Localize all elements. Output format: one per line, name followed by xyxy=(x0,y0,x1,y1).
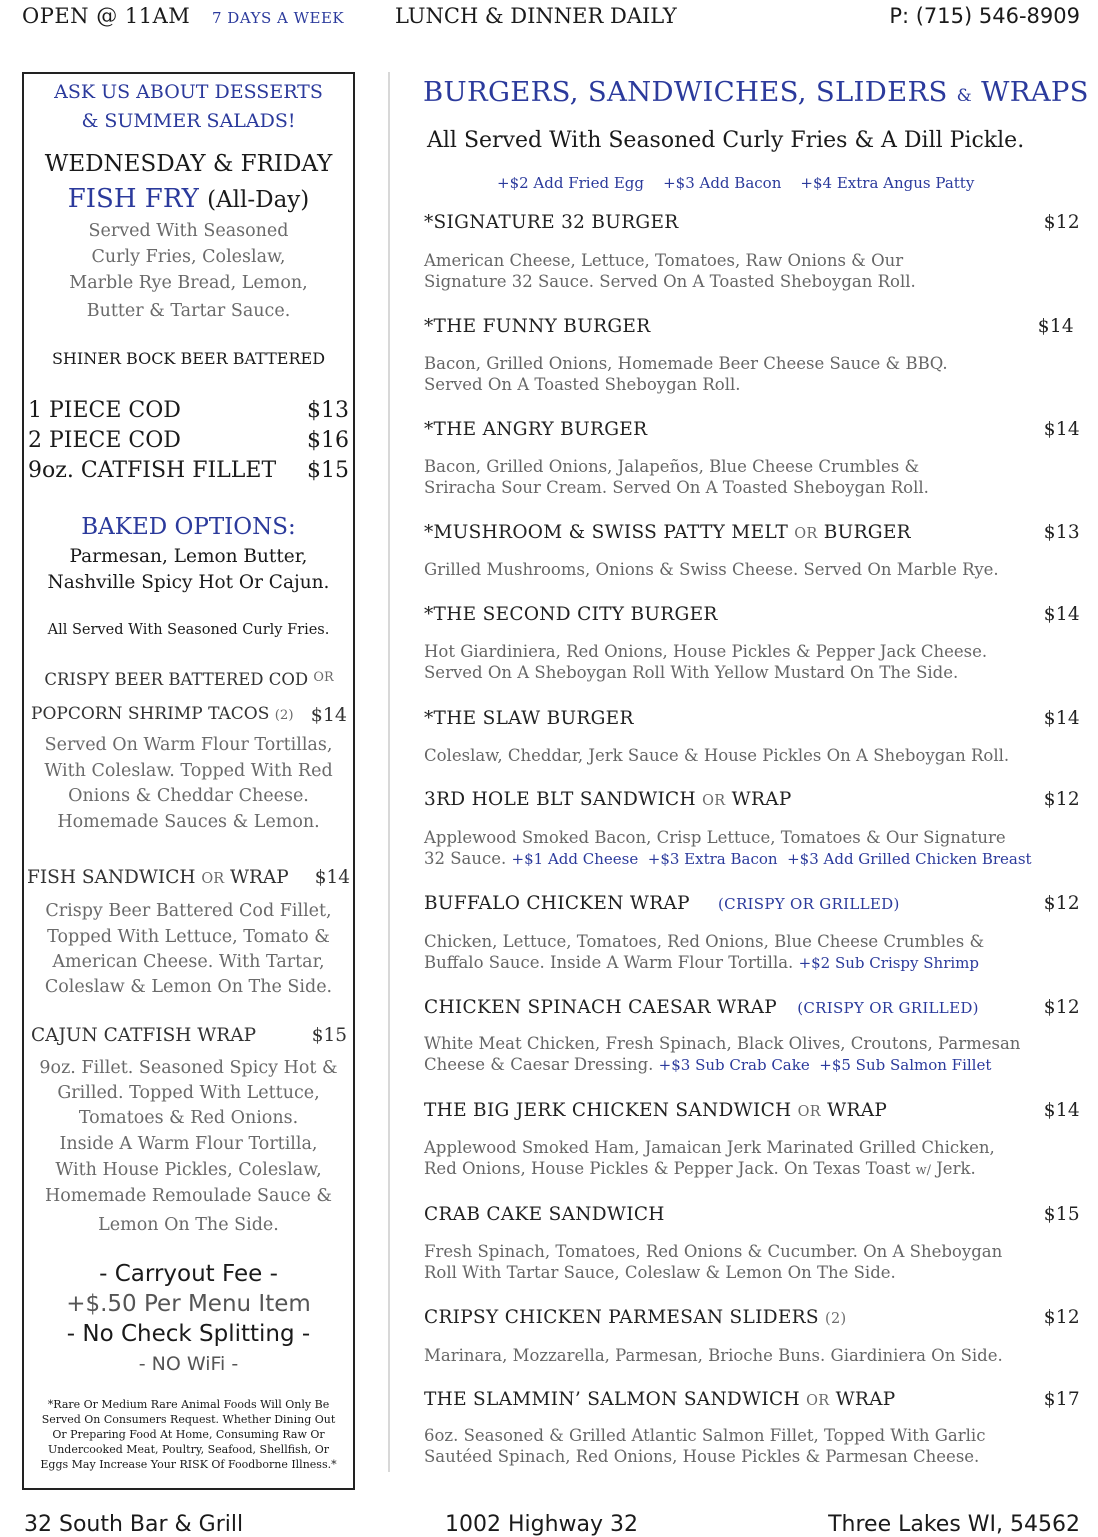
menu-item xyxy=(424,893,1080,974)
fish-sandwich-desc-2: Topped With Lettuce, Tomato & xyxy=(47,927,330,947)
item-price: $14 xyxy=(1043,708,1080,729)
item-name: THE SLAMMIN’ SALMON SANDWICH xyxy=(424,1389,800,1410)
item-desc-line: Marinara, Mozzarella, Parmesan, Brioche Buns. Giardiniera On Side. xyxy=(424,1346,1003,1365)
days-of-week: 7 DAYS A WEEK xyxy=(212,9,345,27)
carryout-fee-amount: +$.50 Per Menu Item xyxy=(66,1291,311,1317)
menu-item xyxy=(424,1307,1080,1366)
item-desc-line: Sriracha Sour Cream. Served On A Toasted Sheboygan Roll. xyxy=(424,478,929,497)
item-desc-line: Bacon, Grilled Onions, Jalapeños, Blue Cheese Crumbles & xyxy=(424,457,920,476)
fish-item xyxy=(28,458,349,483)
disclaimer-2: Served On Consumers Request. Whether Dining Out xyxy=(41,1413,336,1426)
opening-time: OPEN @ 11AM xyxy=(22,4,191,28)
fish-fry-days: WEDNESDAY & FRIDAY xyxy=(44,151,333,177)
item-name: *THE SECOND CITY BURGER xyxy=(424,604,718,625)
item-desc-line: Applewood Smoked Ham, Jamaican Jerk Marinated Grilled Chicken, xyxy=(424,1138,995,1157)
menu-item xyxy=(424,604,1080,683)
menu-item xyxy=(424,419,1080,498)
item-desc-line: Buffalo Sauce. Inside A Warm Flour Tortilla. xyxy=(424,953,794,972)
or-label: OR xyxy=(313,670,334,685)
fish-item xyxy=(28,398,349,423)
catfish-desc-5: With House Pickles, Coleslaw, xyxy=(55,1160,322,1180)
item-name-alt: WRAP xyxy=(731,789,792,810)
item-name-alt: BURGER xyxy=(823,522,911,543)
city-state-zip: Three Lakes WI, 54562 xyxy=(828,1512,1080,1537)
fry-desc-3: Marble Rye Bread, Lemon, xyxy=(69,273,308,293)
fish-sandwich-desc-1: Crispy Beer Battered Cod Fillet, xyxy=(45,901,332,921)
item-price: $17 xyxy=(1043,1389,1080,1410)
item-desc-line: Sautéed Spinach, Red Onions, House Pickles & Parmesan Cheese. xyxy=(424,1447,980,1466)
item-desc-line: Coleslaw, Cheddar, Jerk Sauce & House Pickles On A Sheboygan Roll. xyxy=(424,746,1010,765)
catfish-wrap-title xyxy=(31,1025,347,1046)
item-price: $14 xyxy=(1043,419,1080,440)
item-price: $12 xyxy=(1043,212,1080,233)
tacos-price: $14 xyxy=(310,704,347,726)
item-name: *THE SLAW BURGER xyxy=(424,708,634,729)
baked-line-2: Nashville Spicy Hot Or Cajun. xyxy=(47,572,330,593)
all-day-label: (All-Day) xyxy=(207,187,310,213)
or-label: OR xyxy=(794,526,818,542)
fish-fry-title xyxy=(24,184,353,214)
catfish-desc-6: Homemade Remoulade Sauce & xyxy=(45,1186,332,1206)
catfish-desc-3: Tomatoes & Red Onions. xyxy=(78,1108,299,1128)
item-price: $12 xyxy=(1043,893,1080,914)
baked-options-title: BAKED OPTIONS: xyxy=(81,514,296,540)
item-name: THE BIG JERK CHICKEN SANDWICH xyxy=(424,1100,792,1121)
tacos-desc-2: With Coleslaw. Topped With Red xyxy=(44,761,333,781)
or-label: OR xyxy=(806,1393,830,1409)
item-addon-note: +$2 Sub Crispy Shrimp xyxy=(798,954,980,972)
fish-item xyxy=(28,428,349,453)
catfish-desc-4: Inside A Warm Flour Tortilla, xyxy=(59,1134,318,1154)
tacos-desc-1: Served On Warm Flour Tortillas, xyxy=(44,735,333,755)
fish-item-price: $13 xyxy=(307,398,349,423)
fish-fry-label: FISH FRY xyxy=(67,184,199,214)
fish-item-price: $15 xyxy=(307,458,349,483)
section-title xyxy=(423,76,1089,108)
street-address: 1002 Highway 32 xyxy=(445,1512,639,1537)
baked-line-1: Parmesan, Lemon Butter, xyxy=(69,546,308,567)
item-desc-line: Applewood Smoked Bacon, Crisp Lettuce, Tomatoes & Our Signature xyxy=(424,828,1006,847)
tacos-desc-4: Homemade Sauces & Lemon. xyxy=(57,812,320,832)
section-addons: +$2 Add Fried Egg +$3 Add Bacon +$4 Extra Angus Patty xyxy=(497,174,975,192)
restaurant-name: 32 South Bar & Grill xyxy=(24,1512,244,1537)
menu-item xyxy=(424,789,1080,870)
no-wifi: - NO WiFi - xyxy=(138,1353,239,1375)
phone-number: P: (715) 546-8909 xyxy=(889,4,1080,28)
item-name-alt: WRAP xyxy=(827,1100,888,1121)
item-desc-line: Cheese & Caesar Dressing. xyxy=(424,1055,654,1074)
catfish-wrap-name: CAJUN CATFISH WRAP xyxy=(31,1025,257,1046)
disclaimer-1: *Rare Or Medium Rare Animal Foods Will Only Be xyxy=(47,1398,330,1411)
disclaimer-5: Eggs May Increase Your RISK Of Foodborne Illness.* xyxy=(40,1458,337,1471)
item-price: $12 xyxy=(1043,789,1080,810)
carryout-fee-label: - Carryout Fee - xyxy=(99,1261,278,1287)
item-price: $13 xyxy=(1043,522,1080,543)
tacos-name-b: POPCORN SHRIMP TACOS xyxy=(31,704,270,724)
item-price: $12 xyxy=(1043,997,1080,1018)
item-name: *MUSHROOM & SWISS PATTY MELT xyxy=(424,522,789,543)
item-desc-line: Roll With Tartar Sauce, Coleslaw & Lemon On The Side. xyxy=(424,1263,896,1282)
fish-sandwich-name-a: FISH SANDWICH xyxy=(27,867,196,888)
or-label: OR xyxy=(201,871,225,887)
menu-item xyxy=(424,1100,1080,1181)
item-name: CRAB CAKE SANDWICH xyxy=(424,1204,665,1225)
item-desc-line: Served On A Toasted Sheboygan Roll. xyxy=(424,375,741,394)
column-divider xyxy=(388,72,390,1472)
catfish-wrap-price: $15 xyxy=(311,1025,347,1046)
item-addon-note: +$1 Add Cheese +$3 Extra Bacon +$3 Add Grilled Chicken Breast xyxy=(511,850,1032,868)
item-price: $12 xyxy=(1043,1307,1080,1328)
tacos-title-line-2 xyxy=(31,704,347,726)
item-count: (2) xyxy=(825,1311,847,1327)
item-desc-line: 32 Sauce. xyxy=(424,849,507,868)
fry-desc-2: Curly Fries, Coleslaw, xyxy=(91,247,286,267)
fry-desc-4: Butter & Tartar Sauce. xyxy=(86,301,291,321)
section-subtitle: All Served With Seasoned Curly Fries & A Dill Pickle. xyxy=(427,128,1025,153)
item-addon-note: +$3 Sub Crab Cake +$5 Sub Salmon Fillet xyxy=(658,1056,992,1074)
no-check-splitting: - No Check Splitting - xyxy=(66,1321,311,1347)
service-hours: LUNCH & DINNER DAILY xyxy=(395,4,677,28)
item-desc-line: Fresh Spinach, Tomatoes, Red Onions & Cucumber. On A Sheboygan xyxy=(424,1242,1003,1261)
or-label: OR xyxy=(702,793,726,809)
item-desc-line: Chicken, Lettuce, Tomatoes, Red Onions, Blue Cheese Crumbles & xyxy=(424,932,985,951)
section-title-amp: & xyxy=(956,86,973,106)
curly-fries-note: All Served With Seasoned Curly Fries. xyxy=(47,622,330,638)
catfish-desc-7: Lemon On The Side. xyxy=(98,1215,279,1235)
menu-item xyxy=(424,1204,1080,1283)
item-tag: (CRISPY OR GRILLED) xyxy=(718,895,900,913)
item-price: $14 xyxy=(1043,1100,1080,1121)
menu-item xyxy=(424,1389,1080,1467)
item-desc-line: Served On A Sheboygan Roll With Yellow Mustard On The Side. xyxy=(424,663,959,682)
item-desc-line: White Meat Chicken, Fresh Spinach, Black Olives, Croutons, Parmesan xyxy=(424,1034,1021,1053)
section-title-end: WRAPS xyxy=(981,76,1089,108)
top-bar xyxy=(0,0,1098,40)
disclaimer-3: Or Preparing Food At Home, Consuming Raw Or xyxy=(52,1428,325,1441)
item-desc-line: Signature 32 Sauce. Served On A Toasted Sheboygan Roll. xyxy=(424,272,916,291)
item-name: CRIPSY CHICKEN PARMESAN SLIDERS xyxy=(424,1307,819,1328)
promo-line-2: & SUMMER SALADS! xyxy=(81,110,296,132)
menu-item xyxy=(424,997,1080,1076)
disclaimer-4: Undercooked Meat, Poultry, Seafood, Shellfish, Or xyxy=(47,1443,330,1456)
specials-box xyxy=(22,72,355,1490)
battered-heading: SHINER BOCK BEER BATTERED xyxy=(51,349,326,368)
item-name: BUFFALO CHICKEN WRAP xyxy=(424,893,690,914)
item-desc-line: Red Onions, House Pickles & Pepper Jack. On Texas Toast xyxy=(424,1159,911,1178)
item-name: *THE ANGRY BURGER xyxy=(424,419,648,440)
item-price: $15 xyxy=(1043,1204,1080,1225)
item-name-alt: WRAP xyxy=(835,1389,896,1410)
section-title-main: BURGERS, SANDWICHES, SLIDERS xyxy=(423,76,948,108)
item-desc-line: Grilled Mushrooms, Onions & Swiss Cheese. Served On Marble Rye. xyxy=(424,560,999,579)
item-desc-line: Hot Giardiniera, Red Onions, House Pickles & Pepper Jack Cheese. xyxy=(424,642,988,661)
tacos-title-line-1 xyxy=(31,670,347,689)
item-desc-line: American Cheese, Lettuce, Tomatoes, Raw Onions & Our xyxy=(424,251,904,270)
fry-desc-1: Served With Seasoned xyxy=(88,221,289,241)
fish-sandwich-title xyxy=(27,867,350,888)
tacos-name-a: CRISPY BEER BATTERED COD xyxy=(44,670,309,689)
item-price: $14 xyxy=(1037,316,1074,337)
fish-sandwich-desc-3: American Cheese. With Tartar, xyxy=(52,952,325,972)
item-name: *SIGNATURE 32 BURGER xyxy=(424,212,679,233)
fish-item-name: 2 PIECE COD xyxy=(28,428,181,453)
menu-item xyxy=(424,708,1080,766)
item-name: *THE FUNNY BURGER xyxy=(424,316,651,337)
fish-item-price: $16 xyxy=(307,428,349,453)
fish-sandwich-price: $14 xyxy=(314,867,350,888)
fish-sandwich-desc-4: Coleslaw & Lemon On The Side. xyxy=(44,977,333,997)
item-name: CHICKEN SPINACH CAESAR WRAP xyxy=(424,997,778,1018)
catfish-desc-2: Grilled. Topped With Lettuce, xyxy=(57,1083,320,1103)
tacos-count: (2) xyxy=(274,708,294,723)
item-name: 3RD HOLE BLT SANDWICH xyxy=(424,789,696,810)
item-desc-end: Jerk. xyxy=(936,1159,976,1178)
item-tag: (CRISPY OR GRILLED) xyxy=(797,999,979,1017)
catfish-desc-1: 9oz. Fillet. Seasoned Spicy Hot & xyxy=(39,1058,338,1078)
item-desc-line: 6oz. Seasoned & Grilled Atlantic Salmon Fillet, Topped With Garlic xyxy=(424,1426,986,1445)
menu-item xyxy=(424,212,1080,292)
menu-item xyxy=(424,522,1080,580)
or-label: OR xyxy=(797,1104,821,1120)
item-desc-line: Bacon, Grilled Onions, Homemade Beer Cheese Sauce & BBQ. xyxy=(424,354,948,373)
fish-item-name: 1 PIECE COD xyxy=(28,398,181,423)
item-price: $14 xyxy=(1043,604,1080,625)
fish-item-name: 9oz. CATFISH FILLET xyxy=(28,458,277,483)
promo-line-1: ASK US ABOUT DESSERTS xyxy=(54,81,323,103)
tacos-desc-3: Onions & Cheddar Cheese. xyxy=(68,786,309,806)
item-desc-small: w/ xyxy=(915,1163,931,1178)
menu-item xyxy=(424,316,1080,395)
fish-sandwich-name-b: WRAP xyxy=(229,867,289,888)
